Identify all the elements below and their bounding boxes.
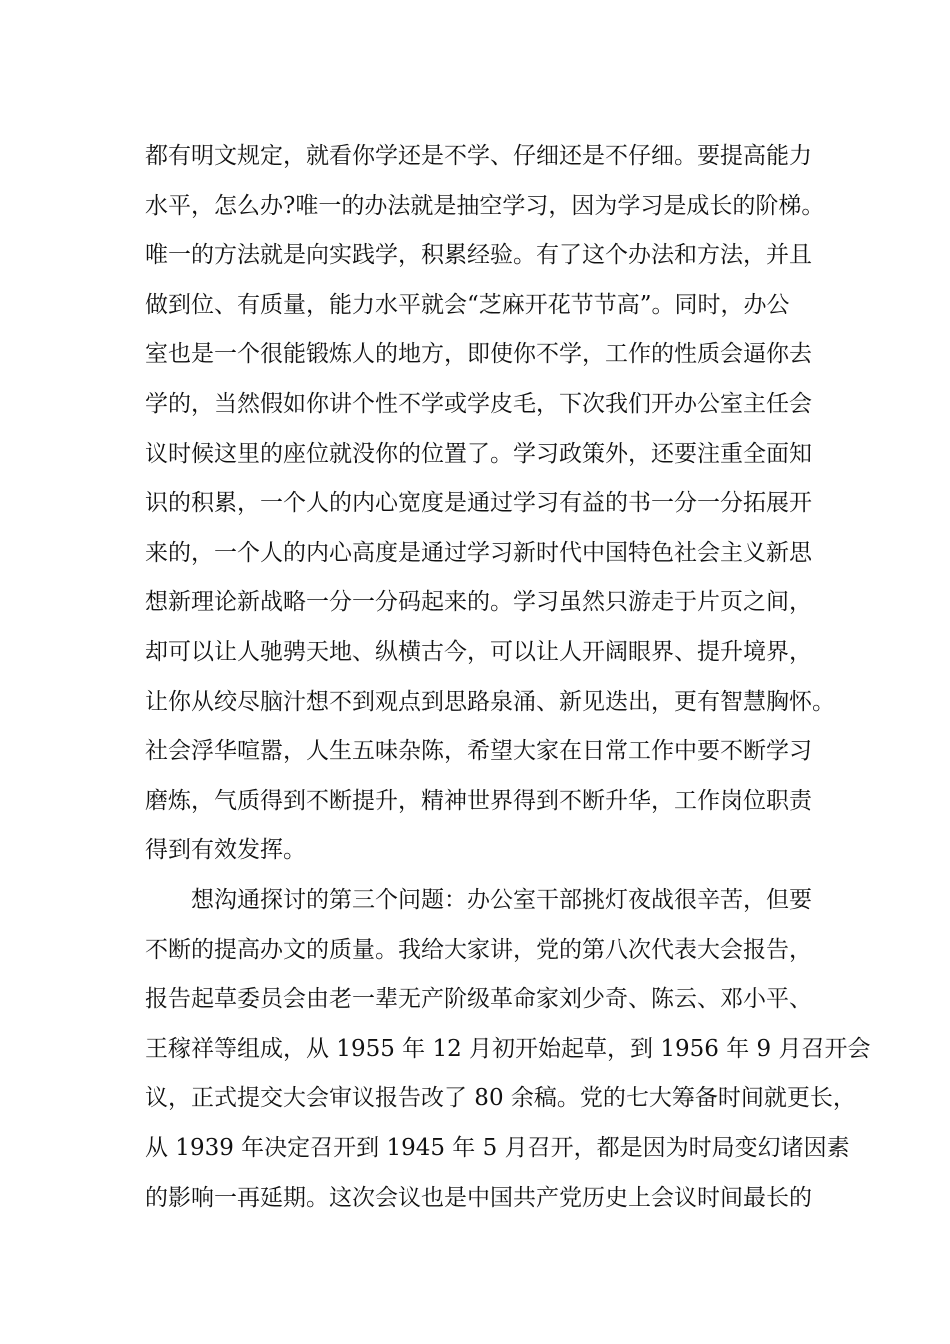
text-line: 做到位、有质量，能力水平就会“芝麻开花节节高”。同时，办公	[145, 291, 790, 318]
text-line: 却可以让人驰骋天地、纵横古今，可以让人开阔眼界、提升境界，	[145, 638, 812, 665]
text-line: 都有明文规定，就看你学还是不学、仔细还是不仔细。要提高能力	[145, 143, 812, 169]
text-line: 让你从绞尽脑汁想不到观点到思路泉涌、新见迭出，更有智慧胸怀。	[145, 688, 835, 715]
text-line: 唯一的方法就是向实践学，积累经验。有了这个办法和方法，并且	[145, 242, 812, 269]
text-line: 议，正式提交大会审议报告改了 80 余稿。党的七大筹备时间就更长，	[145, 1085, 856, 1112]
text-line: 学的，当然假如你讲个性不学或学皮毛，下次我们开办公室主任会	[145, 390, 812, 417]
paragraph-2	[145, 876, 871, 1223]
text-line: 报告起草委员会由老一辈无产阶级革命家刘少奇、陈云、邓小平、	[145, 986, 812, 1013]
text-line: 识的积累，一个人的内心宽度是通过学习有益的书一分一分拓展开	[145, 490, 812, 517]
text-line: 的影响一再延期。这次会议也是中国共产党历史上会议时间最长的	[145, 1184, 812, 1211]
text-line: 水平，怎么办?唯一的办法就是抽空学习，因为学习是成长的阶梯。	[145, 192, 825, 219]
text-line: 室也是一个很能锻炼人的地方，即使你不学，工作的性质会逼你去	[145, 341, 812, 368]
text-line: 社会浮华喧嚣，人生五味杂陈，希望大家在日常工作中要不断学习	[145, 738, 812, 765]
text-line: 想新理论新战略一分一分码起来的。学习虽然只游走于片页之间，	[145, 589, 812, 616]
text-line: 议时候这里的座位就没你的位置了。学习政策外，还要注重全面知	[145, 440, 812, 467]
paragraph-1	[145, 132, 835, 876]
text-line: 王稼祥等组成，从 1955 年 12 月初开始起草，到 1956 年 9 月召开会	[145, 1035, 871, 1062]
text-line: 不断的提高办文的质量。我给大家讲，党的第八次代表大会报告，	[145, 936, 812, 963]
text-line: 磨炼，气质得到不断提升，精神世界得到不断升华，工作岗位职责	[145, 787, 812, 814]
text-line: 来的，一个人的内心高度是通过学习新时代中国特色社会主义新思	[145, 539, 812, 566]
text-line: 得到有效发挥。	[145, 837, 306, 864]
text-line: 从 1939 年决定召开到 1945 年 5 月召开，都是因为时局变幻诸因素	[145, 1134, 850, 1161]
text-line: 想沟通探讨的第三个问题：办公室干部挑灯夜战很辛苦，但要	[145, 887, 812, 913]
